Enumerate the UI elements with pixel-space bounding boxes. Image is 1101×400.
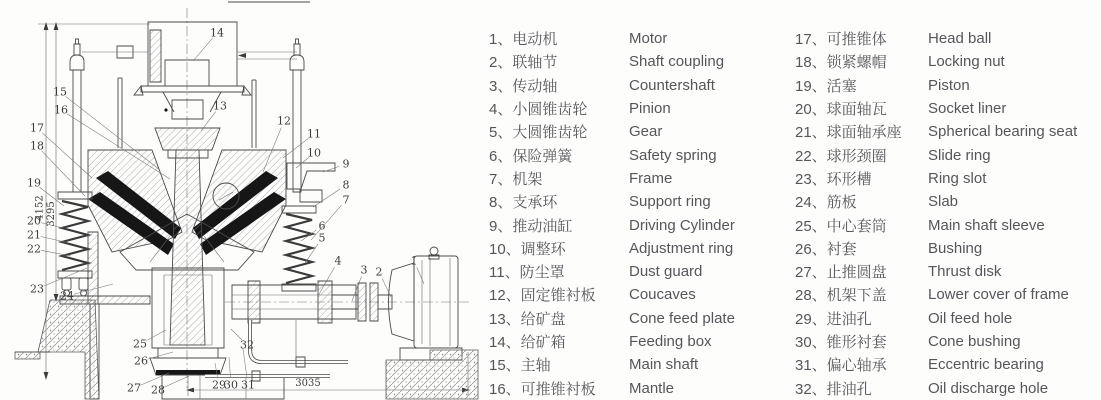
part-name-en: Slab xyxy=(928,193,959,211)
leader-line xyxy=(193,38,212,61)
part-name-en: Shaft coupling xyxy=(629,53,725,71)
part-number-zh: 20、球面轴瓦 xyxy=(795,101,887,119)
part-number-zh: 13、给矿盘 xyxy=(489,310,566,328)
part-number-zh: 1、电动机 xyxy=(489,31,558,49)
leader-line xyxy=(146,330,166,341)
leader-line xyxy=(164,376,189,387)
parts-row xyxy=(489,307,789,330)
callout-number: 25 xyxy=(133,337,147,351)
callout-number: 24 xyxy=(60,289,74,303)
part-name-en: Frame xyxy=(629,169,673,187)
diagram-pane xyxy=(0,0,480,400)
part-name-en: Main shaft xyxy=(629,356,699,374)
part-number-zh: 8、支承环 xyxy=(489,194,558,212)
parts-row xyxy=(489,213,789,236)
parts-list-column-1 xyxy=(489,27,789,400)
leader-line xyxy=(417,267,424,284)
part-name-en: Piston xyxy=(928,76,970,94)
callout-number: 12 xyxy=(277,114,291,128)
parts-row xyxy=(795,376,1101,399)
part-name-en: Thrust disk xyxy=(928,263,1002,281)
callout-number: 28 xyxy=(151,383,165,397)
part-name-en: Safety spring xyxy=(629,146,717,164)
part-name-en: Cone bushing xyxy=(928,333,1021,350)
callout-number: 32 xyxy=(240,338,254,352)
part-name-en: Mantle xyxy=(629,379,675,397)
parts-list xyxy=(481,0,1101,400)
callout-number: 1 xyxy=(410,254,418,268)
callout-number: 11 xyxy=(307,127,321,141)
parts-row xyxy=(795,74,1101,97)
locking-nut-block xyxy=(164,100,203,119)
callout-number: 21 xyxy=(27,228,41,242)
tie-rod-right xyxy=(290,39,304,192)
callout-number: 9 xyxy=(342,157,350,171)
part-name-en: Countershaft xyxy=(629,76,715,94)
part-name-en: Bushing xyxy=(928,239,983,257)
parts-row xyxy=(489,74,789,97)
parts-list-column-2 xyxy=(795,27,1101,400)
motor xyxy=(389,247,463,360)
part-number-zh: 24、筋板 xyxy=(795,194,857,212)
part-name-en: Socket liner xyxy=(928,100,1007,118)
parts-row xyxy=(489,376,789,399)
part-name-en: Slide ring xyxy=(928,146,991,164)
callout-number: 17 xyxy=(30,121,44,135)
part-number-zh: 27、止推圆盘 xyxy=(795,264,887,282)
parts-row xyxy=(489,260,789,283)
leader-line xyxy=(41,237,65,242)
callout-number: 22 xyxy=(27,242,41,256)
part-number-zh: 18、锁紧螺帽 xyxy=(795,54,887,72)
parts-row xyxy=(489,330,789,353)
parts-row xyxy=(489,120,789,143)
parts-row xyxy=(795,190,1101,213)
parts-row xyxy=(489,143,789,166)
foundation-left xyxy=(15,300,99,399)
leader-line xyxy=(313,189,340,207)
callout-number: 13 xyxy=(213,99,227,113)
spring-left xyxy=(58,192,92,296)
parts-row xyxy=(489,353,789,376)
leader-line xyxy=(42,133,92,178)
parts-row xyxy=(489,237,789,260)
callout-number: 3 xyxy=(360,263,368,277)
part-number-zh: 30、锥形衬套 xyxy=(795,334,887,351)
callout-number: 16 xyxy=(54,103,68,117)
part-name-en: Cone feed plate xyxy=(629,309,735,327)
dimension-label: 4152 xyxy=(34,195,46,221)
leader-line xyxy=(283,138,308,158)
part-number-zh: 6、保险弹簧 xyxy=(489,147,573,165)
parts-row xyxy=(795,143,1101,166)
part-number-zh: 7、机架 xyxy=(489,170,543,188)
parts-row xyxy=(795,213,1101,236)
part-number-zh: 25、中心套筒 xyxy=(795,217,887,235)
parts-row xyxy=(489,50,789,73)
leader-line xyxy=(243,349,247,378)
part-number-zh: 28、机架下盖 xyxy=(795,287,887,305)
part-number-zh: 16、可推锥衬板 xyxy=(489,380,596,398)
main-shaft xyxy=(170,150,205,345)
callout-number: 27 xyxy=(127,381,141,395)
parts-row xyxy=(795,97,1101,120)
part-number-zh: 12、固定锥衬板 xyxy=(489,287,596,305)
part-name-en: Coucaves xyxy=(629,286,696,304)
callout-number: 15 xyxy=(53,85,67,99)
part-name-en: Dust guard xyxy=(629,263,703,281)
part-number-zh: 10、调整环 xyxy=(489,240,566,258)
callout-number: 26 xyxy=(134,354,148,368)
leader-line xyxy=(42,151,85,196)
part-number-zh: 15、主轴 xyxy=(489,357,551,375)
callout-number: 10 xyxy=(307,146,321,160)
parts-row xyxy=(489,167,789,190)
drive-shaft-housing xyxy=(225,281,472,323)
crusher-diagram xyxy=(0,0,480,400)
part-number-zh: 22、球形颈圈 xyxy=(795,147,887,165)
callout-number: 31 xyxy=(241,378,255,392)
parts-row xyxy=(795,27,1101,50)
part-name-en: Driving Cylinder xyxy=(629,216,735,234)
part-name-en: Oil discharge hole xyxy=(928,379,1049,397)
dimension-label: 3035 xyxy=(295,378,321,389)
part-name-en: Support ring xyxy=(629,193,711,211)
parts-row xyxy=(795,283,1101,306)
parts-row xyxy=(489,97,789,120)
callout-number: 2 xyxy=(375,265,383,279)
callout-number: 8 xyxy=(342,178,350,192)
part-name-en: Eccentric bearing xyxy=(928,356,1044,374)
part-name-en: Locking nut xyxy=(928,53,1005,71)
spring-right xyxy=(282,206,316,291)
feeding-box xyxy=(82,22,297,112)
part-number-zh: 17、可推锥体 xyxy=(795,31,887,49)
part-number-zh: 23、环形槽 xyxy=(795,170,872,188)
part-name-en: Adjustment ring xyxy=(629,239,734,257)
parts-row xyxy=(795,307,1101,330)
part-number-zh: 9、推动油缸 xyxy=(489,217,573,235)
part-name-en: Pinion xyxy=(629,100,671,118)
part-name-en: Oil feed hole xyxy=(928,309,1013,327)
part-name-en: Head ball xyxy=(928,30,992,48)
callout-number: 30 xyxy=(224,378,238,392)
part-number-zh: 11、防尘罩 xyxy=(489,264,565,282)
parts-row xyxy=(795,260,1101,283)
callout-number: 7 xyxy=(342,193,350,207)
callout-number: 4 xyxy=(334,254,342,268)
motor-eyebolt-icon xyxy=(430,247,438,255)
part-number-zh: 31、偏心轴承 xyxy=(795,357,887,375)
part-number-zh: 21、球面轴承座 xyxy=(795,124,902,142)
parts-row xyxy=(795,50,1101,73)
part-name-en: Spherical bearing seat xyxy=(928,123,1078,141)
parts-row xyxy=(489,283,789,306)
callout-number: 5 xyxy=(318,231,326,245)
parts-row xyxy=(795,330,1101,353)
callout-number: 18 xyxy=(30,139,44,153)
part-number-zh: 26、衬套 xyxy=(795,240,857,258)
oil-pipes xyxy=(205,320,348,381)
parts-row xyxy=(795,120,1101,143)
callout-number: 6 xyxy=(318,219,326,233)
callout-number: 19 xyxy=(27,176,41,190)
part-number-zh: 32、排油孔 xyxy=(795,380,872,398)
part-number-zh: 19、活塞 xyxy=(795,77,857,95)
part-number-zh: 14、给矿箱 xyxy=(489,334,566,351)
callout-number: 23 xyxy=(30,282,44,296)
part-name-en: Gear xyxy=(629,123,663,141)
part-name-en: Feeding box xyxy=(629,333,712,350)
parts-row xyxy=(795,353,1101,376)
parts-row xyxy=(795,237,1101,260)
part-number-zh: 3、传动轴 xyxy=(489,77,558,95)
part-number-zh: 29、进油孔 xyxy=(795,310,872,328)
part-name-en: Motor xyxy=(629,30,668,48)
support-bracket-right xyxy=(287,163,335,202)
part-number-zh: 4、小圆锥齿轮 xyxy=(489,101,588,119)
part-number-zh: 2、联轴节 xyxy=(489,54,558,72)
part-name-en: Main shaft sleeve xyxy=(928,216,1045,234)
part-name-en: Ring slot xyxy=(928,169,987,187)
dimension-label: 3295 xyxy=(45,201,57,227)
part-number-zh: 5、大圆锥齿轮 xyxy=(489,124,588,142)
parts-row xyxy=(489,190,789,213)
parts-row xyxy=(489,27,789,50)
callout-number: 29 xyxy=(212,378,226,392)
parts-row xyxy=(795,167,1101,190)
callout-number: 14 xyxy=(210,26,224,40)
part-name-en: Lower cover of frame xyxy=(928,286,1069,304)
callout-number: 20 xyxy=(27,214,41,228)
